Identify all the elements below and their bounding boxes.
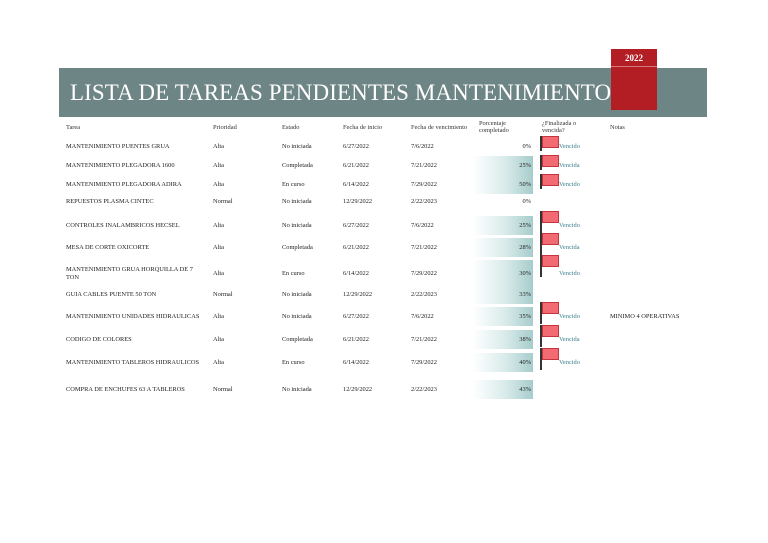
cell-estado: En curso <box>282 181 305 188</box>
cell-tarea: MESA DE CORTE OXICORTE <box>66 244 150 251</box>
cell-fecha-vencimiento: 7/21/2022 <box>411 336 437 343</box>
cell-estado: En curso <box>282 359 305 366</box>
cell-porcentaje: 0% <box>522 143 531 150</box>
cell-prioridad: Normal <box>213 386 233 393</box>
cell-tarea: MANTENIMIENTO PLEGADORA ADIRA <box>66 181 182 188</box>
cell-tarea: CONTROLES INALAMBRICOS HECSEL <box>66 222 180 229</box>
cell-tarea: REPUESTOS PLASMA CINTEC <box>66 198 154 205</box>
cell-tarea: MANTENIMIENTO TABLEROS HIDRAULICOS <box>66 359 200 366</box>
cell-estado: No iniciada <box>282 143 312 150</box>
cell-porcentaje: 30% <box>519 270 531 277</box>
cell-prioridad: Alta <box>213 162 225 169</box>
cell-fecha-vencimiento: 7/6/2022 <box>411 313 434 320</box>
cell-porcentaje: 25% <box>519 162 531 169</box>
cell-porcentaje: 28% <box>519 244 531 251</box>
header-notas: Notas <box>610 124 625 131</box>
cell-vencida: Vencida <box>559 336 580 343</box>
cell-fecha-inicio: 12/29/2022 <box>343 386 373 393</box>
cell-fecha-vencimiento: 7/29/2022 <box>411 359 437 366</box>
header-tarea: Tarea <box>66 124 81 131</box>
header-fecha-inicio: Fecha de inicio <box>343 124 383 131</box>
cell-vencida: Vencido <box>559 359 580 366</box>
cell-prioridad: Alta <box>213 313 225 320</box>
cell-estado: En curso <box>282 270 305 277</box>
flag-cloth <box>542 325 559 337</box>
cell-fecha-inicio: 6/27/2022 <box>343 143 369 150</box>
cell-tarea: CODIGO DE COLORES <box>66 336 132 343</box>
cell-porcentaje: 50% <box>519 181 531 188</box>
cell-fecha-inicio: 6/21/2022 <box>343 162 369 169</box>
cell-porcentaje: 35% <box>519 313 531 320</box>
cell-prioridad: Alta <box>213 143 225 150</box>
cell-fecha-vencimiento: 7/29/2022 <box>411 270 437 277</box>
flag-cloth <box>542 233 559 245</box>
header-estado: Estado <box>282 124 300 131</box>
cell-fecha-vencimiento: 2/22/2023 <box>411 386 437 393</box>
cell-vencida: Vencido <box>559 270 580 277</box>
cell-fecha-inicio: 6/27/2022 <box>343 222 369 229</box>
header-fecha-vencimiento: Fecha de vencimiento <box>411 124 468 131</box>
cell-estado: No iniciada <box>282 222 312 229</box>
cell-porcentaje: 40% <box>519 359 531 366</box>
cell-estado: No iniciada <box>282 291 312 298</box>
cell-vencida: Vencido <box>559 313 580 320</box>
cell-tarea: MANTENIMIENTO PLEGADORA 1600 <box>66 162 175 169</box>
cell-estado: No iniciada <box>282 386 312 393</box>
cell-tarea: MANTENIMIENTO GRUA HORQUILLA DE 7 TON <box>66 266 193 281</box>
flag-cloth <box>542 348 559 360</box>
flag-cloth <box>542 211 559 223</box>
cell-fecha-inicio: 6/14/2022 <box>343 181 369 188</box>
cell-prioridad: Alta <box>213 181 225 188</box>
cell-fecha-inicio: 6/14/2022 <box>343 359 369 366</box>
cell-prioridad: Alta <box>213 222 225 229</box>
cell-fecha-vencimiento: 7/6/2022 <box>411 143 434 150</box>
cell-prioridad: Alta <box>213 359 225 366</box>
cell-fecha-inicio: 6/21/2022 <box>343 244 369 251</box>
header-porcentaje: Porcentaje completado <box>479 120 509 134</box>
cell-fecha-inicio: 12/29/2022 <box>343 198 373 205</box>
cell-porcentaje: 43% <box>519 386 531 393</box>
cell-porcentaje: 0% <box>522 198 531 205</box>
flag-cloth <box>542 302 559 314</box>
cell-tarea: COMPRA DE ENCHUFES 63 A TABLEROS <box>66 386 185 393</box>
cell-estado: Completada <box>282 162 313 169</box>
cell-vencida: Vencido <box>559 143 580 150</box>
cell-prioridad: Alta <box>213 244 225 251</box>
cell-vencida: Vencido <box>559 181 580 188</box>
cell-notas: MINIMO 4 OPERATIVAS <box>610 313 680 320</box>
cell-tarea: MANTENIMIENTO UNIDADES HIDRAULICAS <box>66 313 200 320</box>
cell-fecha-vencimiento: 2/22/2023 <box>411 291 437 298</box>
cell-fecha-vencimiento: 7/21/2022 <box>411 244 437 251</box>
cell-tarea: GUIA CABLES PUENTE 50 TON <box>66 291 157 298</box>
header-prioridad: Prioridad <box>213 124 237 131</box>
cell-fecha-inicio: 6/27/2022 <box>343 313 369 320</box>
cell-fecha-vencimiento: 7/21/2022 <box>411 162 437 169</box>
cell-estado: No iniciada <box>282 313 312 320</box>
cell-estado: Completada <box>282 336 313 343</box>
cell-porcentaje: 38% <box>519 336 531 343</box>
year-divider <box>611 66 657 67</box>
cell-prioridad: Alta <box>213 270 225 277</box>
flag-cloth <box>542 155 559 167</box>
cell-prioridad: Normal <box>213 291 233 298</box>
cell-fecha-inicio: 6/14/2022 <box>343 270 369 277</box>
cell-estado: No iniciada <box>282 198 312 205</box>
cell-prioridad: Normal <box>213 198 233 205</box>
cell-vencida: Vencida <box>559 244 580 251</box>
cell-prioridad: Alta <box>213 336 225 343</box>
year-badge <box>611 49 657 110</box>
page-title: LISTA DE TAREAS PENDIENTES MANTENIMIENTO <box>70 80 612 105</box>
cell-fecha-vencimiento: 7/29/2022 <box>411 181 437 188</box>
flag-cloth <box>542 174 559 186</box>
cell-vencida: Vencida <box>559 162 580 169</box>
flag-cloth <box>542 136 559 148</box>
cell-porcentaje: 33% <box>519 291 531 298</box>
cell-fecha-vencimiento: 7/6/2022 <box>411 222 434 229</box>
cell-estado: Completada <box>282 244 313 251</box>
cell-fecha-vencimiento: 2/22/2023 <box>411 198 437 205</box>
cell-vencida: Vencido <box>559 222 580 229</box>
cell-fecha-inicio: 12/29/2022 <box>343 291 373 298</box>
cell-tarea: MANTENIMIENTO PUENTES GRUA <box>66 143 170 150</box>
header-finalizada: ¿Finalizada o vencida? <box>542 120 577 134</box>
cell-fecha-inicio: 6/21/2022 <box>343 336 369 343</box>
cell-porcentaje: 25% <box>519 222 531 229</box>
flag-cloth <box>542 255 559 267</box>
year-label: 2022 <box>625 53 643 63</box>
